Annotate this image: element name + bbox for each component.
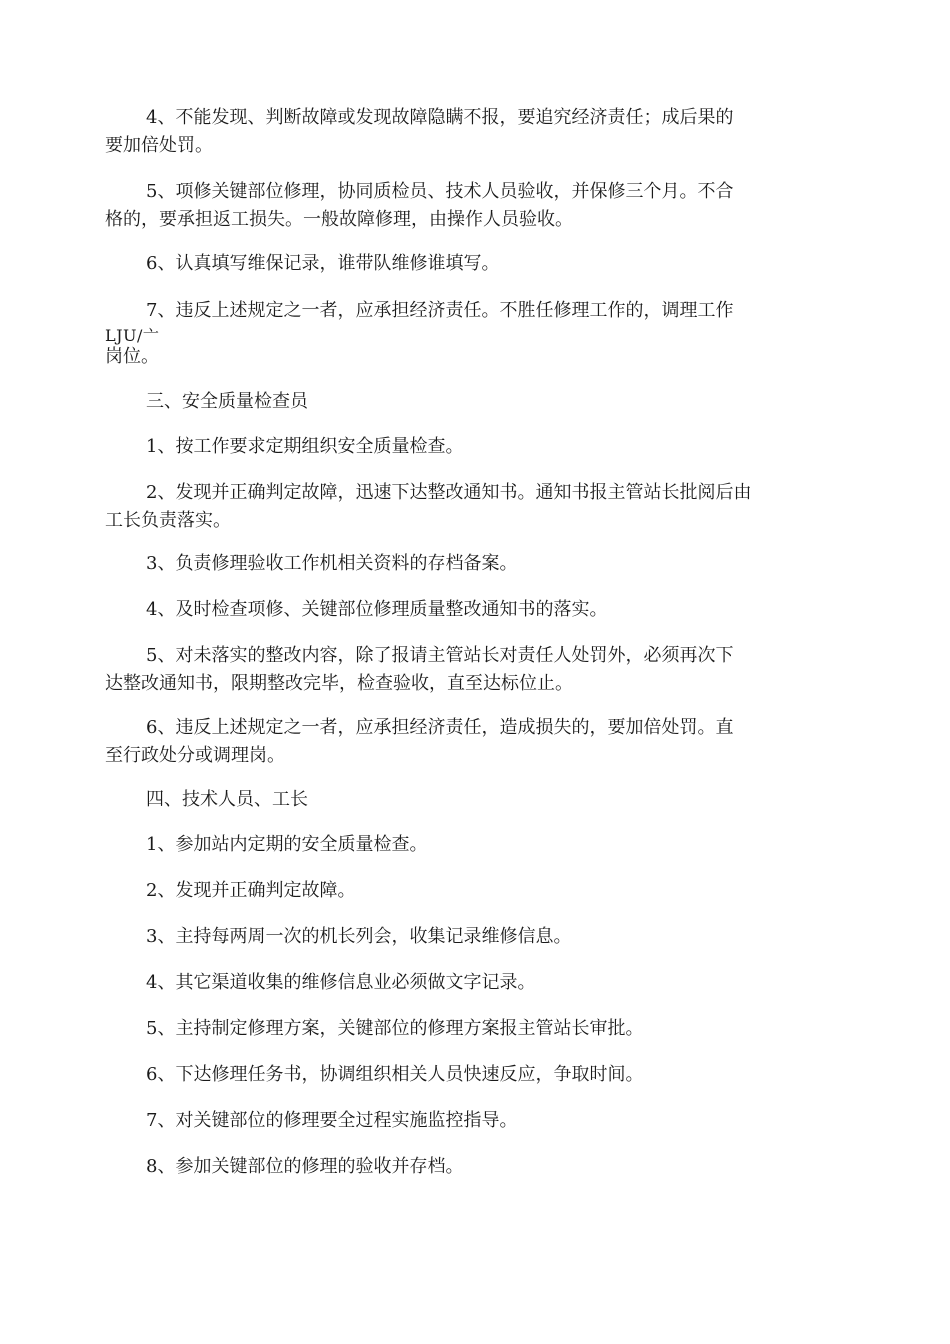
paragraph-4-8 [105, 1153, 830, 1181]
paragraph-2-7 [105, 297, 830, 325]
paragraph-3-6 [105, 714, 830, 770]
paragraph-3-3 [105, 550, 830, 578]
paragraph-3-1 [105, 433, 830, 461]
text-line: 4、不能发现、判断故障或发现故障隐瞒不报，要追究经济责任；成后果的 [146, 107, 734, 128]
paragraph-2-5 [105, 178, 830, 234]
paragraph-2-4 [105, 104, 830, 160]
paragraph-3-2 [105, 479, 830, 535]
text-line: 1、按工作要求定期组织安全质量检查。 [146, 436, 464, 457]
text-line: 8、参加关键部位的修理的验收并存档。 [146, 1156, 464, 1177]
text-line: 6、违反上述规定之一者，应承担经济责任，造成损失的，要加倍处罚。直 [146, 717, 734, 738]
paragraph-4-6 [105, 1061, 830, 1089]
scan-artifact-text: LJU/亠 [105, 326, 160, 345]
paragraph-2-7-continued [105, 343, 830, 371]
text-line: 4、及时检查项修、关键部位修理质量整改通知书的落实。 [146, 599, 608, 620]
text-line: 5、对未落实的整改内容，除了报请主管站长对责任人处罚外，必须再次下 [146, 645, 734, 666]
text-line: 4、其它渠道收集的维修信息业必须做文字记录。 [146, 972, 536, 993]
paragraph-3-4 [105, 596, 830, 624]
text-line: 2、发现并正确判定故障，迅速下达整改通知书。通知书报主管站长批阅后由 [146, 482, 752, 503]
paragraph-4-4 [105, 969, 830, 997]
paragraph-4-2 [105, 877, 830, 905]
section-four-heading: 四、技术人员、工长 [146, 789, 308, 810]
text-line: 要加倍处罚。 [105, 135, 213, 156]
text-line: 3、负责修理验收工作机相关资料的存档备案。 [146, 553, 518, 574]
text-line: 7、违反上述规定之一者，应承担经济责任。不胜任修理工作的，调理工作 [146, 300, 734, 321]
text-line: 达整改通知书，限期整改完毕，检查验收，直至达标位止。 [105, 673, 573, 694]
text-line: 2、发现并正确判定故障。 [146, 880, 356, 901]
paragraph-4-7 [105, 1107, 830, 1135]
text-line: 岗位。 [105, 346, 159, 367]
text-line: 6、认真填写维保记录，谁带队维修谁填写。 [146, 253, 500, 274]
text-line: 3、主持每两周一次的机长列会，收集记录维修信息。 [146, 926, 572, 947]
paragraph-3-5 [105, 642, 830, 698]
text-line: 5、项修关键部位修理，协同质检员、技术人员验收，并保修三个月。不合 [146, 181, 734, 202]
text-line: 1、参加站内定期的安全质量检查。 [146, 834, 428, 855]
section-three-heading: 三、安全质量检查员 [146, 391, 308, 412]
paragraph-4-5 [105, 1015, 830, 1043]
text-line: 6、下达修理任务书，协调组织相关人员快速反应，争取时间。 [146, 1064, 644, 1085]
paragraph-4-1 [105, 831, 830, 859]
text-line: 7、对关键部位的修理要全过程实施监控指导。 [146, 1110, 518, 1131]
text-line: 5、主持制定修理方案，关键部位的修理方案报主管站长审批。 [146, 1018, 644, 1039]
paragraph-4-3 [105, 923, 830, 951]
paragraph-2-6 [105, 250, 830, 278]
text-line: 格的，要承担返工损失。一般故障修理，由操作人员验收。 [105, 209, 573, 230]
text-line: 工长负责落实。 [105, 510, 231, 531]
text-line: 至行政处分或调理岗。 [105, 745, 285, 766]
